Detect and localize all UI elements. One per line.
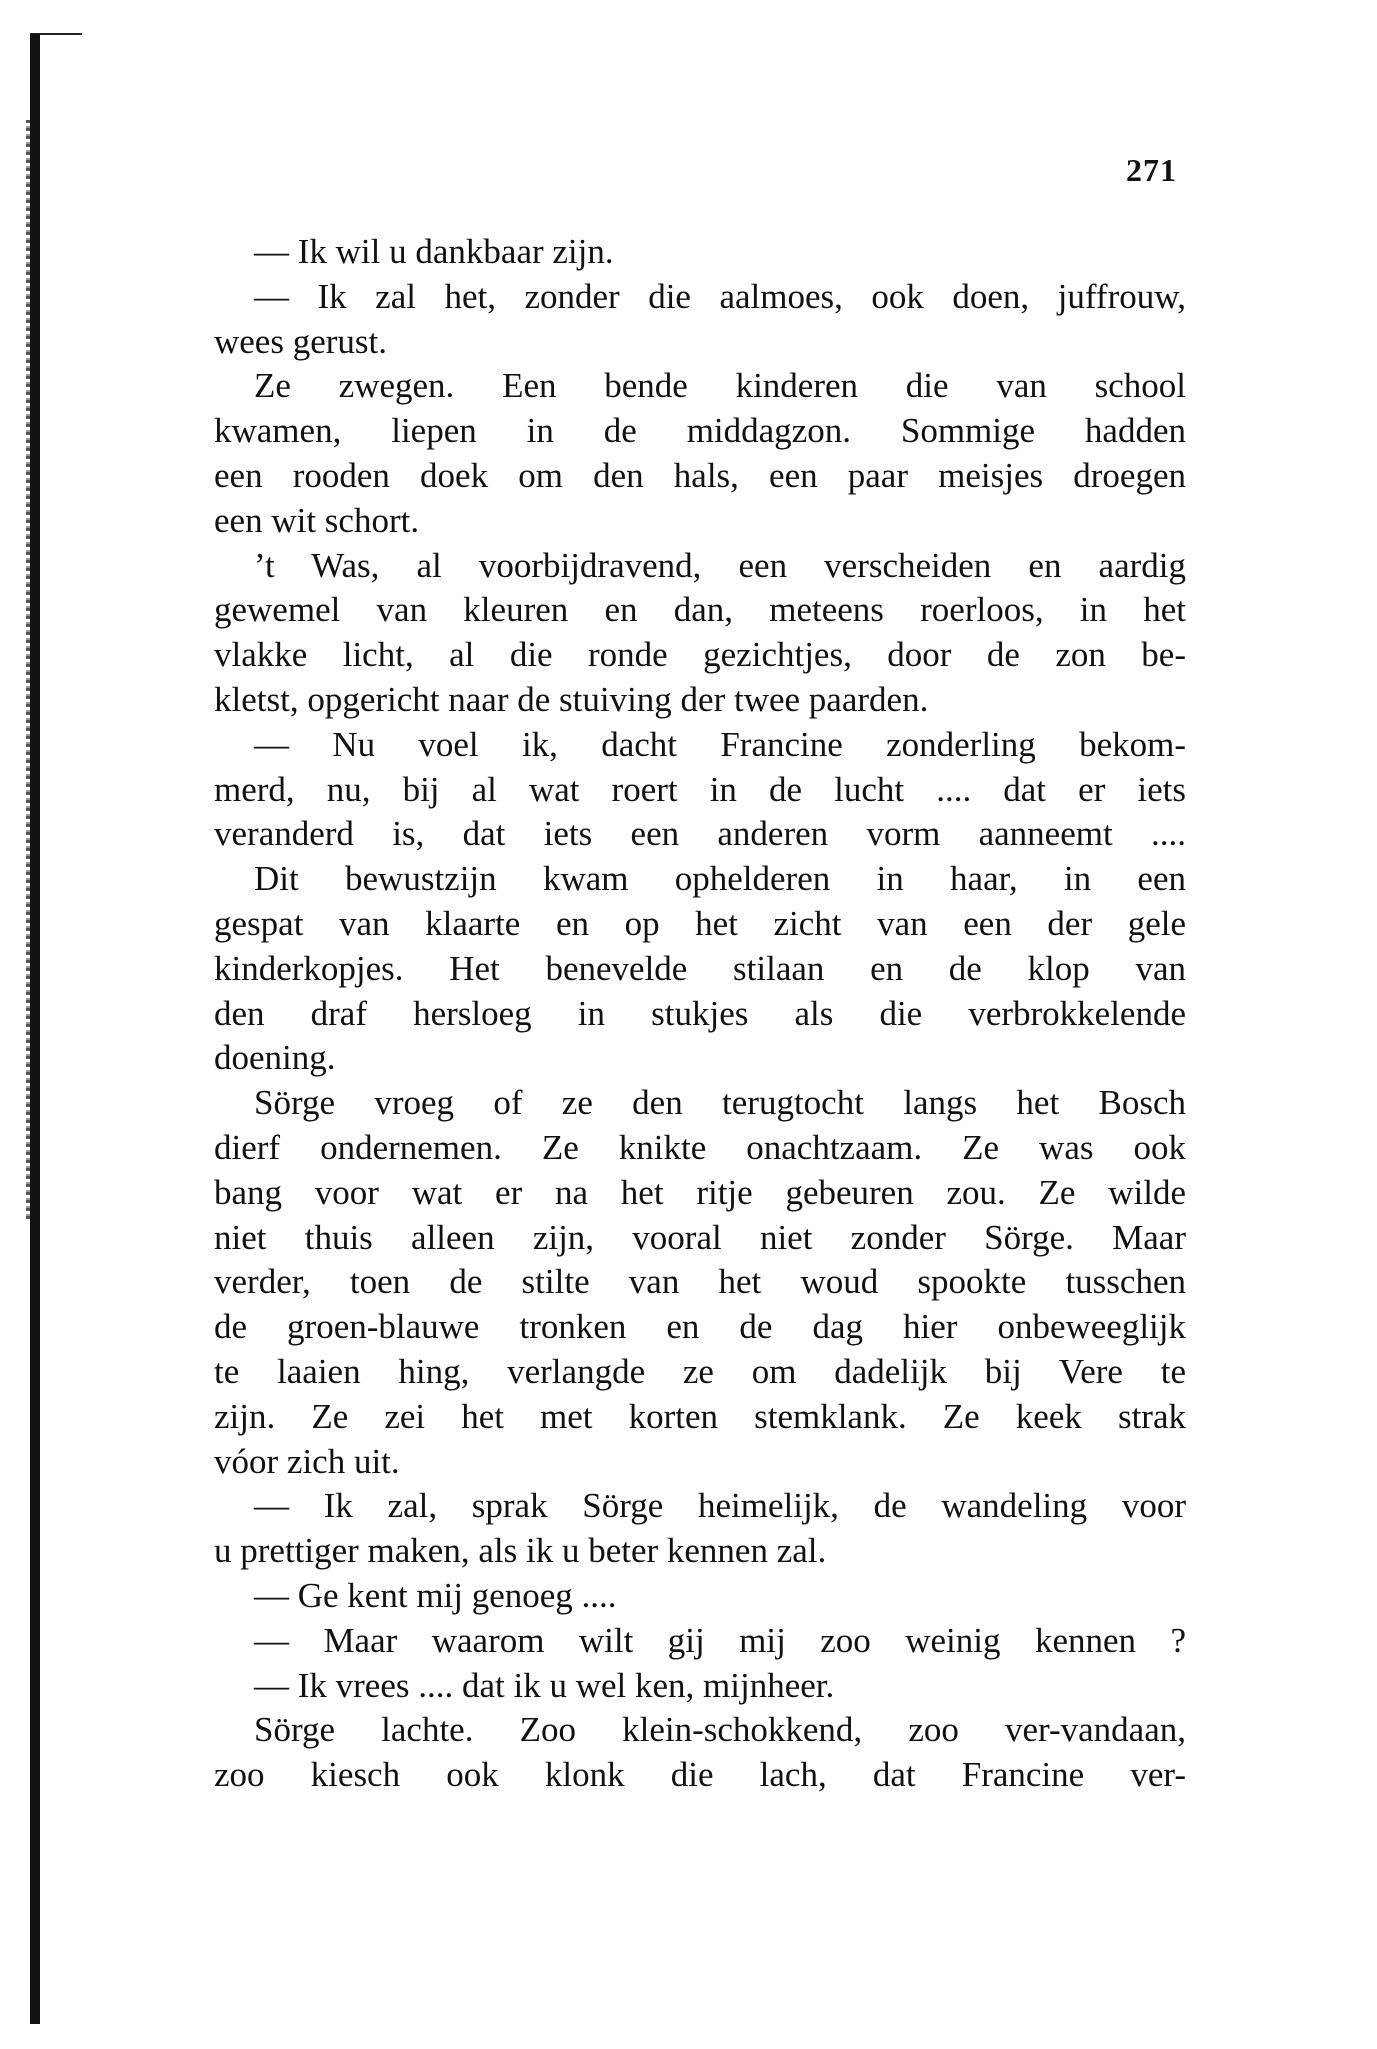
text-line: doening. [214,1038,336,1078]
text-line: den draf hersloeg in stukjes als die verbrokkelende [214,993,1186,1033]
page-number: 271 [1126,152,1177,188]
text-line: verder, toen de stilte van het woud spookte tusschen [214,1262,1186,1302]
text-line: ’t Was, al voorbijdravend, een verscheiden en aardig [254,545,1186,585]
page-edge [30,34,40,2024]
text-line: zijn. Ze zei het met korten stemklank. Ze keek strak [214,1396,1186,1436]
text-line: Dit bewustzijn kwam ophelderen in haar, in een [254,859,1186,899]
body-text [214,230,1186,1798]
text-line: vóor zich uit. [214,1441,400,1481]
text-line: — Ik vrees .... dat ik u wel ken, mijnheer. [254,1665,835,1705]
text-line: Sörge lachte. Zoo klein-schokkend, zoo ver-vandaan, [254,1710,1186,1750]
text-line: u prettiger maken, als ik u beter kennen zal. [214,1531,827,1571]
text-line: — Ik zal, sprak Sörge heimelijk, de wandeling voor [254,1486,1186,1526]
text-line: een wit schort. [214,500,420,540]
text-line: Sörge vroeg of ze den terugtocht langs het Bosch [254,1083,1186,1123]
text-line: kinderkopjes. Het benevelde stilaan en de klop van [214,948,1186,988]
text-line: gespat van klaarte en op het zicht van een der gele [214,903,1186,943]
text-line: veranderd is, dat iets een anderen vorm aanneemt .... [214,814,1186,854]
text-line: een rooden doek om den hals, een paar meisjes droegen [214,455,1186,495]
text-line: kletst, opgericht naar de stuiving der twee paarden. [214,679,929,719]
text-line: vlakke licht, al die ronde gezichtjes, door de zon be- [214,635,1186,675]
text-line: gewemel van kleuren en dan, meteens roerloos, in het [214,590,1186,630]
text-line: — Maar waarom wilt gij mij zoo weinig kennen ? [254,1620,1186,1660]
text-line: — Ik wil u dankbaar zijn. [254,232,614,271]
text-line: Ze zwegen. Een bende kinderen die van school [254,366,1186,406]
text-line: bang voor wat er na het ritje gebeuren zou. Ze wilde [214,1172,1186,1212]
text-line: — Ge kent mij genoeg .... [254,1575,617,1615]
text-line: zoo kiesch ook klonk die lach, dat Francine ver- [214,1755,1186,1795]
text-line: dierf ondernemen. Ze knikte onachtzaam. Ze was ook [214,1127,1186,1167]
text-line: merd, nu, bij al wat roert in de lucht .... dat er iets [214,769,1186,809]
text-line: wees gerust. [214,321,388,361]
text-line: de groen-blauwe tronken en de dag hier onbeweeglijk [214,1307,1186,1347]
text-line: niet thuis alleen zijn, vooral niet zonder Sörge. Maar [214,1217,1186,1257]
text-line: — Ik zal het, zonder die aalmoes, ook doen, juffrouw, [254,276,1186,316]
text-line: — Nu voel ik, dacht Francine zonderling bekom- [254,724,1186,764]
text-line: kwamen, liepen in de middagzon. Sommige hadden [214,411,1186,451]
text-line: te laaien hing, verlangde ze om dadelijk bij Vere te [214,1351,1186,1391]
